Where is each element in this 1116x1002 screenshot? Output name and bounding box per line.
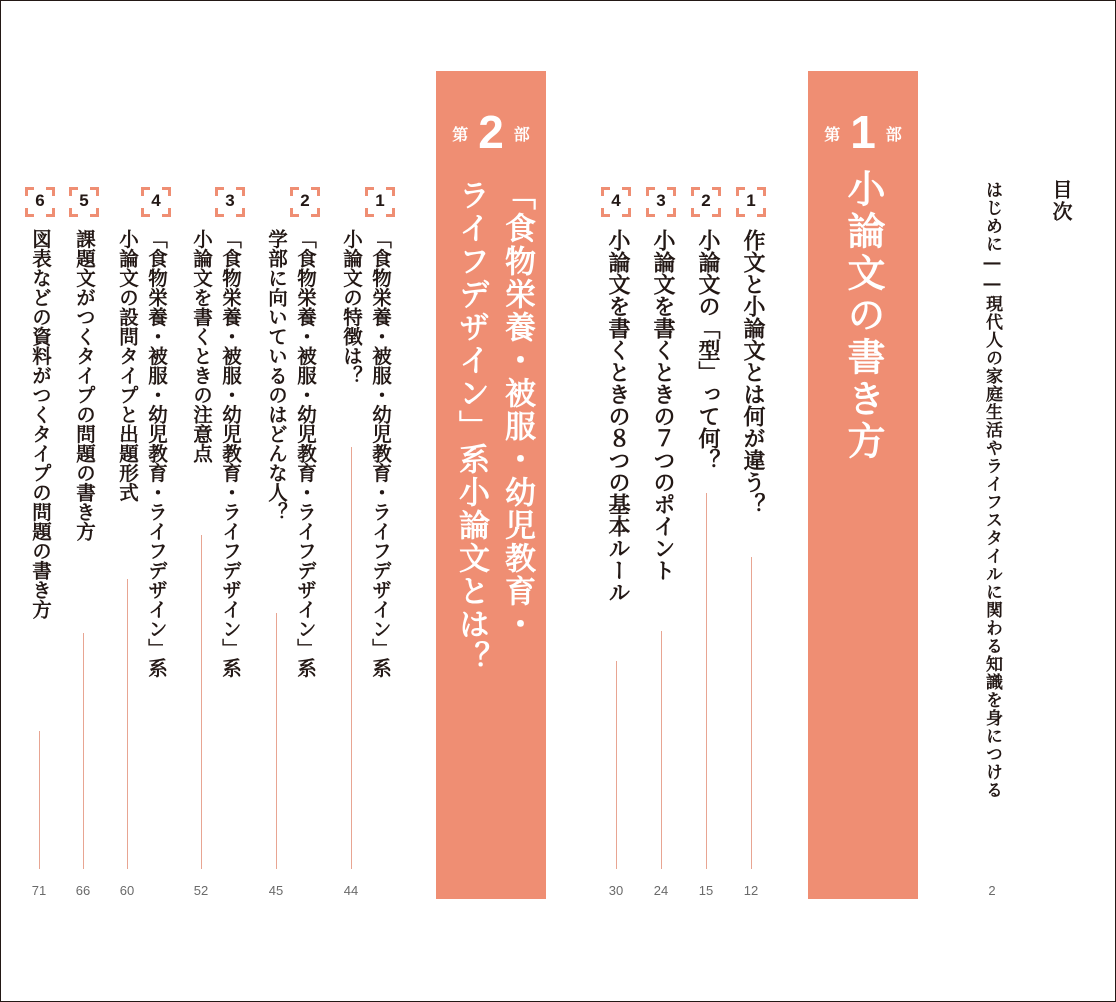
part1-suffix: 部	[885, 125, 902, 144]
leader-line	[616, 661, 617, 869]
leader-line	[351, 447, 352, 869]
page-number: 66	[75, 883, 91, 898]
page-number: 45	[268, 883, 284, 898]
page-number: 52	[193, 883, 209, 898]
part2-number: 2	[478, 106, 504, 158]
item-title-line1: 「食物栄養・被服・幼児教育・ライフデザイン」系	[145, 229, 168, 678]
item-number-badge: 2	[691, 187, 721, 217]
leader-line	[751, 557, 752, 869]
item-number-badge: 4	[601, 187, 631, 217]
part1-label	[808, 105, 918, 159]
leader-line	[661, 631, 662, 869]
item-number-badge: 3	[215, 187, 245, 217]
item-title: 小論文の「型」って何？	[695, 229, 720, 471]
part1-prefix: 第	[824, 125, 841, 144]
item-number-badge: 6	[25, 187, 55, 217]
item-number-badge: 5	[69, 187, 99, 217]
part2-label	[436, 105, 546, 159]
item-title-line2: 小論文の特徴は？	[340, 229, 363, 385]
item-title: 図表などの資料がつくタイプの問題の書き方	[29, 229, 52, 619]
part2-title-line1: 「食物栄養・被服・幼児教育・	[499, 179, 535, 641]
leader-line	[706, 493, 707, 869]
item-title-line2: 小論文を書くときの注意点	[190, 229, 213, 463]
item-title: 課題文がつくタイプの問題の書き方	[73, 229, 96, 541]
part1-band	[808, 71, 918, 899]
toc-heading: 目次	[1049, 179, 1073, 223]
part2-band	[436, 71, 546, 899]
item-title: 小論文を書くときの７つのポイント	[650, 229, 675, 581]
part2-prefix: 第	[452, 125, 469, 144]
page-number: 30	[608, 883, 624, 898]
item-title-line1: 「食物栄養・被服・幼児教育・ライフデザイン」系	[219, 229, 242, 678]
page-number: 71	[31, 883, 47, 898]
leader-line	[127, 579, 128, 869]
page-number: 44	[343, 883, 359, 898]
part1-title: 小論文の書き方	[841, 169, 885, 463]
intro-title: はじめに――現代人の家庭生活やライフスタイルに関わる知識を身につける	[982, 181, 1002, 799]
item-number-badge: 1	[736, 187, 766, 217]
part2-title-line2: ライフデザイン」系小論文とは？	[453, 179, 489, 674]
page-number: 24	[653, 883, 669, 898]
item-number-badge: 2	[290, 187, 320, 217]
leader-line	[276, 613, 277, 869]
page-number: 60	[119, 883, 135, 898]
leader-line	[83, 633, 84, 869]
item-title: 作文と小論文とは何が違う？	[740, 229, 765, 515]
item-title-line1: 「食物栄養・被服・幼児教育・ライフデザイン」系	[294, 229, 317, 678]
item-number-badge: 1	[365, 187, 395, 217]
leader-line	[39, 731, 40, 869]
item-title-line2: 学部に向いているのはどんな人？	[265, 229, 288, 522]
part2-suffix: 部	[513, 125, 530, 144]
item-title-line2: 小論文の設問タイプと出題形式	[116, 229, 139, 502]
leader-line	[201, 535, 202, 869]
intro-page-number: 2	[988, 883, 996, 898]
part1-number: 1	[850, 106, 876, 158]
item-number-badge: 3	[646, 187, 676, 217]
page-number: 15	[698, 883, 714, 898]
item-number-badge: 4	[141, 187, 171, 217]
item-title: 小論文を書くときの８つの基本ルール	[605, 229, 630, 603]
item-title-line1: 「食物栄養・被服・幼児教育・ライフデザイン」系	[369, 229, 392, 678]
page-number: 12	[743, 883, 759, 898]
